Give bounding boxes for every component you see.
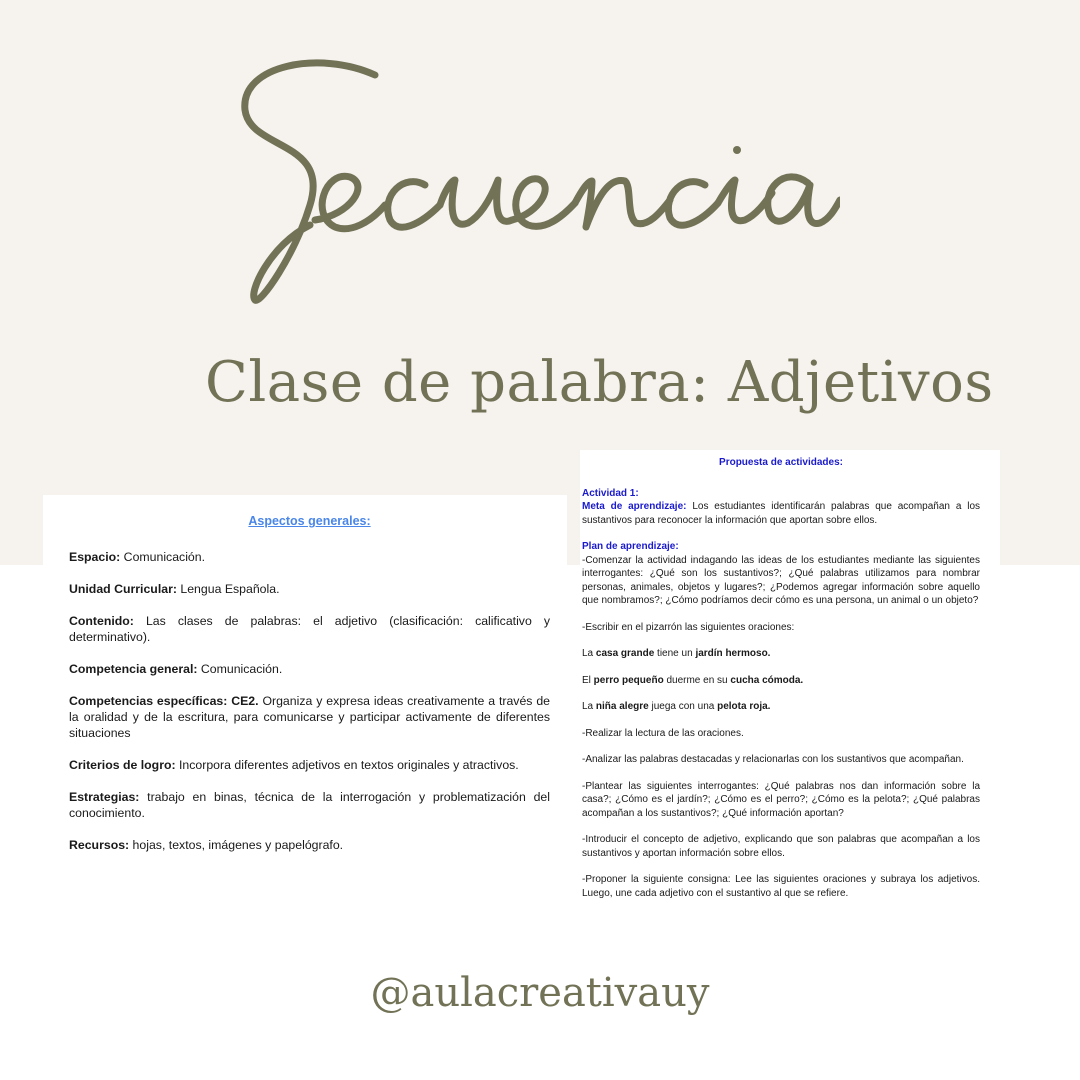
sentence-3-part: juega con una <box>648 701 718 712</box>
analizar-text: -Analizar las palabras destacadas y relacionarlas con los sustantivos que acompañan. <box>582 754 964 765</box>
sentence-2-part: El <box>582 674 594 686</box>
propuesta-heading: Propuesta de actividades: <box>719 457 843 468</box>
competencias-especificas-value: Organiza y expresa ideas creativamente a través de la oralidad y de la escritura, para comunicarse y participar activamente de diferentes situaciones <box>69 694 550 740</box>
sentence-2-part: duerme en su <box>663 674 731 686</box>
recursos-label: Recursos: <box>69 838 130 852</box>
unidad-value: Lengua Española. <box>176 582 280 596</box>
meta-row <box>582 500 980 527</box>
criterios-label: Criterios de logro: <box>69 758 176 772</box>
proponer-text: -Proponer la siguiente consigna: Lee las siguientes oraciones y subraya los adjetivos. Luego, une cada adjetivo con el sustantivo al que se refiere. <box>582 874 980 899</box>
plan-label: Plan de aprendizaje: <box>582 541 679 552</box>
propuesta-actividades-card <box>580 450 1000 962</box>
criterios-row <box>69 757 550 773</box>
competencia-general-label: Competencia general: <box>69 662 198 676</box>
sentence-2 <box>582 674 980 688</box>
competencia-general-value: Comunicación. <box>197 662 283 676</box>
plantear-text: -Plantear las siguientes interrogantes: ¿Qué palabras nos dan información sobre la casa?; ¿Cómo es el jardín?; ¿Cómo es el perro?; ¿Cómo es la pelota?; ¿Qué palabras acompañan a los sustantivos?; ¿Qué información aportan? <box>582 780 980 819</box>
sentence-2-bold: cucha cómoda. <box>730 674 804 686</box>
sentence-1-bold: jardín hermoso. <box>695 648 771 659</box>
estrategias-label: Estrategias: <box>69 790 140 804</box>
contenido-row <box>69 613 550 645</box>
sentence-1-part: tiene un <box>654 648 696 659</box>
aspectos-generales-heading: Aspectos generales: <box>248 514 371 528</box>
espacio-value: Comunicación. <box>120 550 206 564</box>
sentence-1-part: La <box>582 648 596 659</box>
sentence-3-bold: pelota roja. <box>717 701 771 712</box>
competencias-especificas-row <box>69 693 550 741</box>
sentence-3 <box>582 700 980 714</box>
sentence-3-bold: niña alegre <box>595 701 649 712</box>
sentence-1 <box>582 647 980 661</box>
plan-text: -Comenzar la actividad indagando las ideas de los estudiantes mediante las siguientes interrogantes: ¿Qué son los sustantivos?; ¿Qué palabras utilizamos para nombrar personas, animales, objetos y lugares?; ¿Podemos agregar información sobre aquello que nombramos?; ¿Cómo podríamos decir cómo es una persona, un animal o un objeto? <box>582 554 980 606</box>
contenido-value: Las clases de palabras: el adjetivo (clasificación: calificativo y determinativo). <box>69 614 550 644</box>
lectura-text: -Realizar la lectura de las oraciones. <box>582 727 744 739</box>
social-handle: @aulacreativauy <box>370 970 710 1016</box>
unidad-row <box>69 581 550 597</box>
estrategias-row <box>69 789 550 821</box>
script-title-lettering <box>200 55 840 325</box>
meta-label: Meta de aprendizaje: <box>582 501 687 512</box>
sentence-3-part: La <box>582 701 596 712</box>
contenido-label: Contenido: <box>69 614 134 628</box>
recursos-value: hojas, textos, imágenes y papelógrafo. <box>129 838 344 852</box>
escribir-text: -Escribir en el pizarrón las siguientes oraciones: <box>582 621 795 633</box>
aspectos-generales-card <box>43 495 567 905</box>
introducir-text: -Introducir el concepto de adjetivo, explicando que son palabras que acompañan a los sustantivos y aportan información sobre ellos. <box>582 834 980 859</box>
unidad-label: Unidad Curricular: <box>69 582 177 596</box>
espacio-row <box>69 549 550 565</box>
competencias-especificas-label: Competencias específicas: CE2. <box>69 694 259 708</box>
competencia-general-row <box>69 661 550 677</box>
estrategias-value: trabajo en binas, técnica de la interrogación y problematización del conocimiento. <box>69 790 550 820</box>
actividad-label: Actividad 1: <box>582 487 639 499</box>
criterios-value: Incorpora diferentes adjetivos en textos originales y atractivos. <box>175 758 519 772</box>
meta-value: Los estudiantes identificarán palabras que acompañan a los sustantivos para reconocer la información que aportan sobre ellos. <box>582 501 981 526</box>
recursos-row <box>69 837 550 853</box>
sentence-1-bold: casa grande <box>595 648 655 659</box>
sentence-2-bold: perro pequeño <box>593 674 664 686</box>
subtitle: Clase de palabra: Adjetivos <box>205 350 994 415</box>
script-title <box>200 55 840 325</box>
espacio-label: Espacio: <box>69 550 121 564</box>
